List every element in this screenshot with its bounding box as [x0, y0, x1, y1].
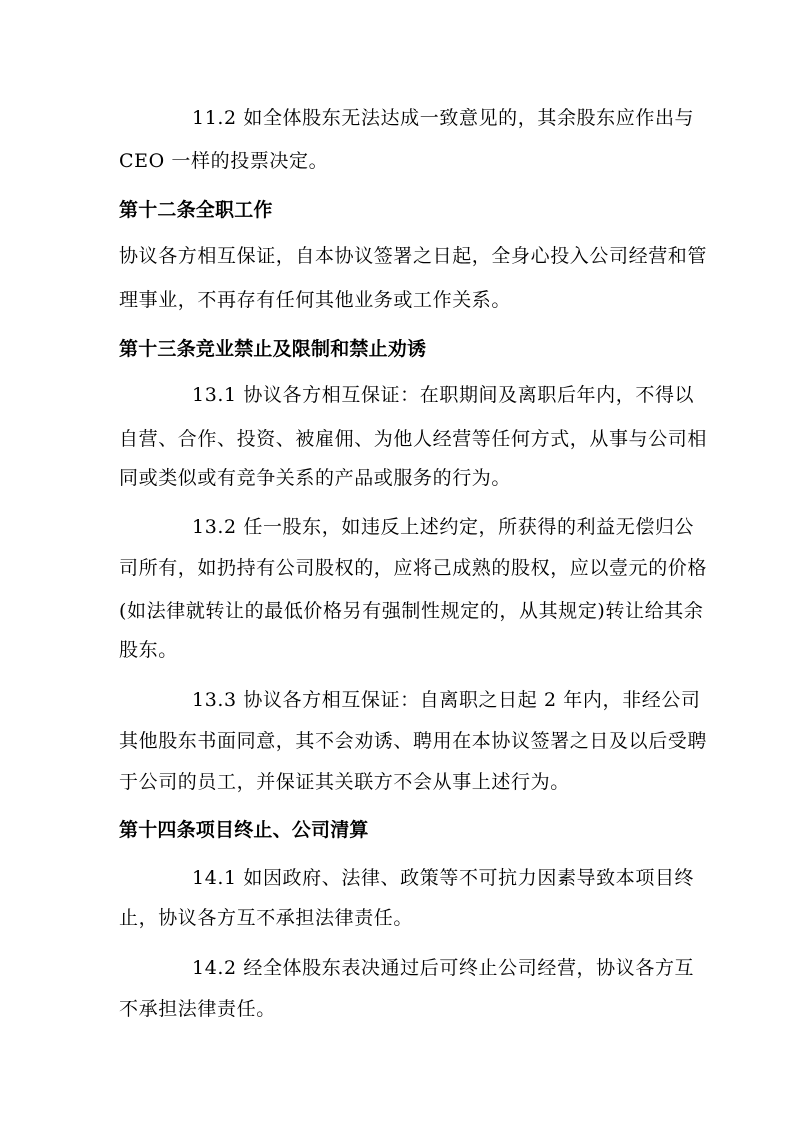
article-12-line-2: 理事业，不再存有任何其他业务或工作关系。 — [119, 289, 512, 311]
clause-14-1-line-1: 14.1 如因政府、法律、政策等不可抗力因素导致本项目终 — [192, 867, 695, 889]
clause-14-2-line-1: 14.2 经全体股东表决通过后可终止公司经营，协议各方互 — [192, 957, 695, 979]
clause-13-1-line-3: 同或类似或有竞争关系的产品或服务的行为。 — [119, 467, 512, 489]
article-14-heading: 第十四条项目终止、公司清算 — [119, 819, 369, 841]
article-12-line-1: 协议各方相互保证，自本协议签署之日起，全身心投入公司经营和管 — [119, 245, 708, 267]
clause-13-3-line-2: 其他股东书面同意，其不会劝诱、聘用在本协议签署之日及以后受聘 — [119, 730, 708, 752]
clause-13-3-line-1: 13.3 协议各方相互保证：自离职之日起 2 年内，非经公司 — [192, 689, 701, 711]
clause-13-2-line-1: 13.2 任一股东，如违反上述约定，所获得的利益无偿归公 — [192, 516, 695, 538]
clause-13-3-line-3: 于公司的员工，并保证其关联方不会从事上述行为。 — [119, 771, 570, 793]
article-13-heading: 第十三条竞业禁止及限制和禁止劝诱 — [119, 338, 427, 360]
clause-13-2-line-2: 司所有，如扔持有公司股权的，应将己成熟的股权，应以壹元的价格 — [119, 557, 708, 579]
clause-13-2-line-3: (如法律就转让的最低价格另有强制性规定的，从其规定)转让给其余 — [119, 600, 704, 622]
clause-13-2-line-4: 股东。 — [119, 639, 178, 661]
clause-13-1-line-1: 13.1 协议各方相互保证：在职期间及离职后年内，不得以 — [192, 384, 695, 406]
clause-11-2-line-2: CEO 一样的投票决定。 — [119, 150, 329, 172]
clause-11-2-line-1: 11.2 如全体股东无法达成一致意见的，其余股东应作出与 — [192, 107, 695, 129]
clause-14-1-line-2: 止，协议各方互不承担法律责任。 — [119, 907, 414, 929]
article-12-heading: 第十二条全职工作 — [119, 199, 273, 221]
clause-14-2-line-2: 不承担法律责任。 — [119, 998, 276, 1020]
clause-13-1-line-2: 自营、合作、投资、被雇佣、为他人经营等任何方式，从事与公司相 — [119, 428, 708, 450]
